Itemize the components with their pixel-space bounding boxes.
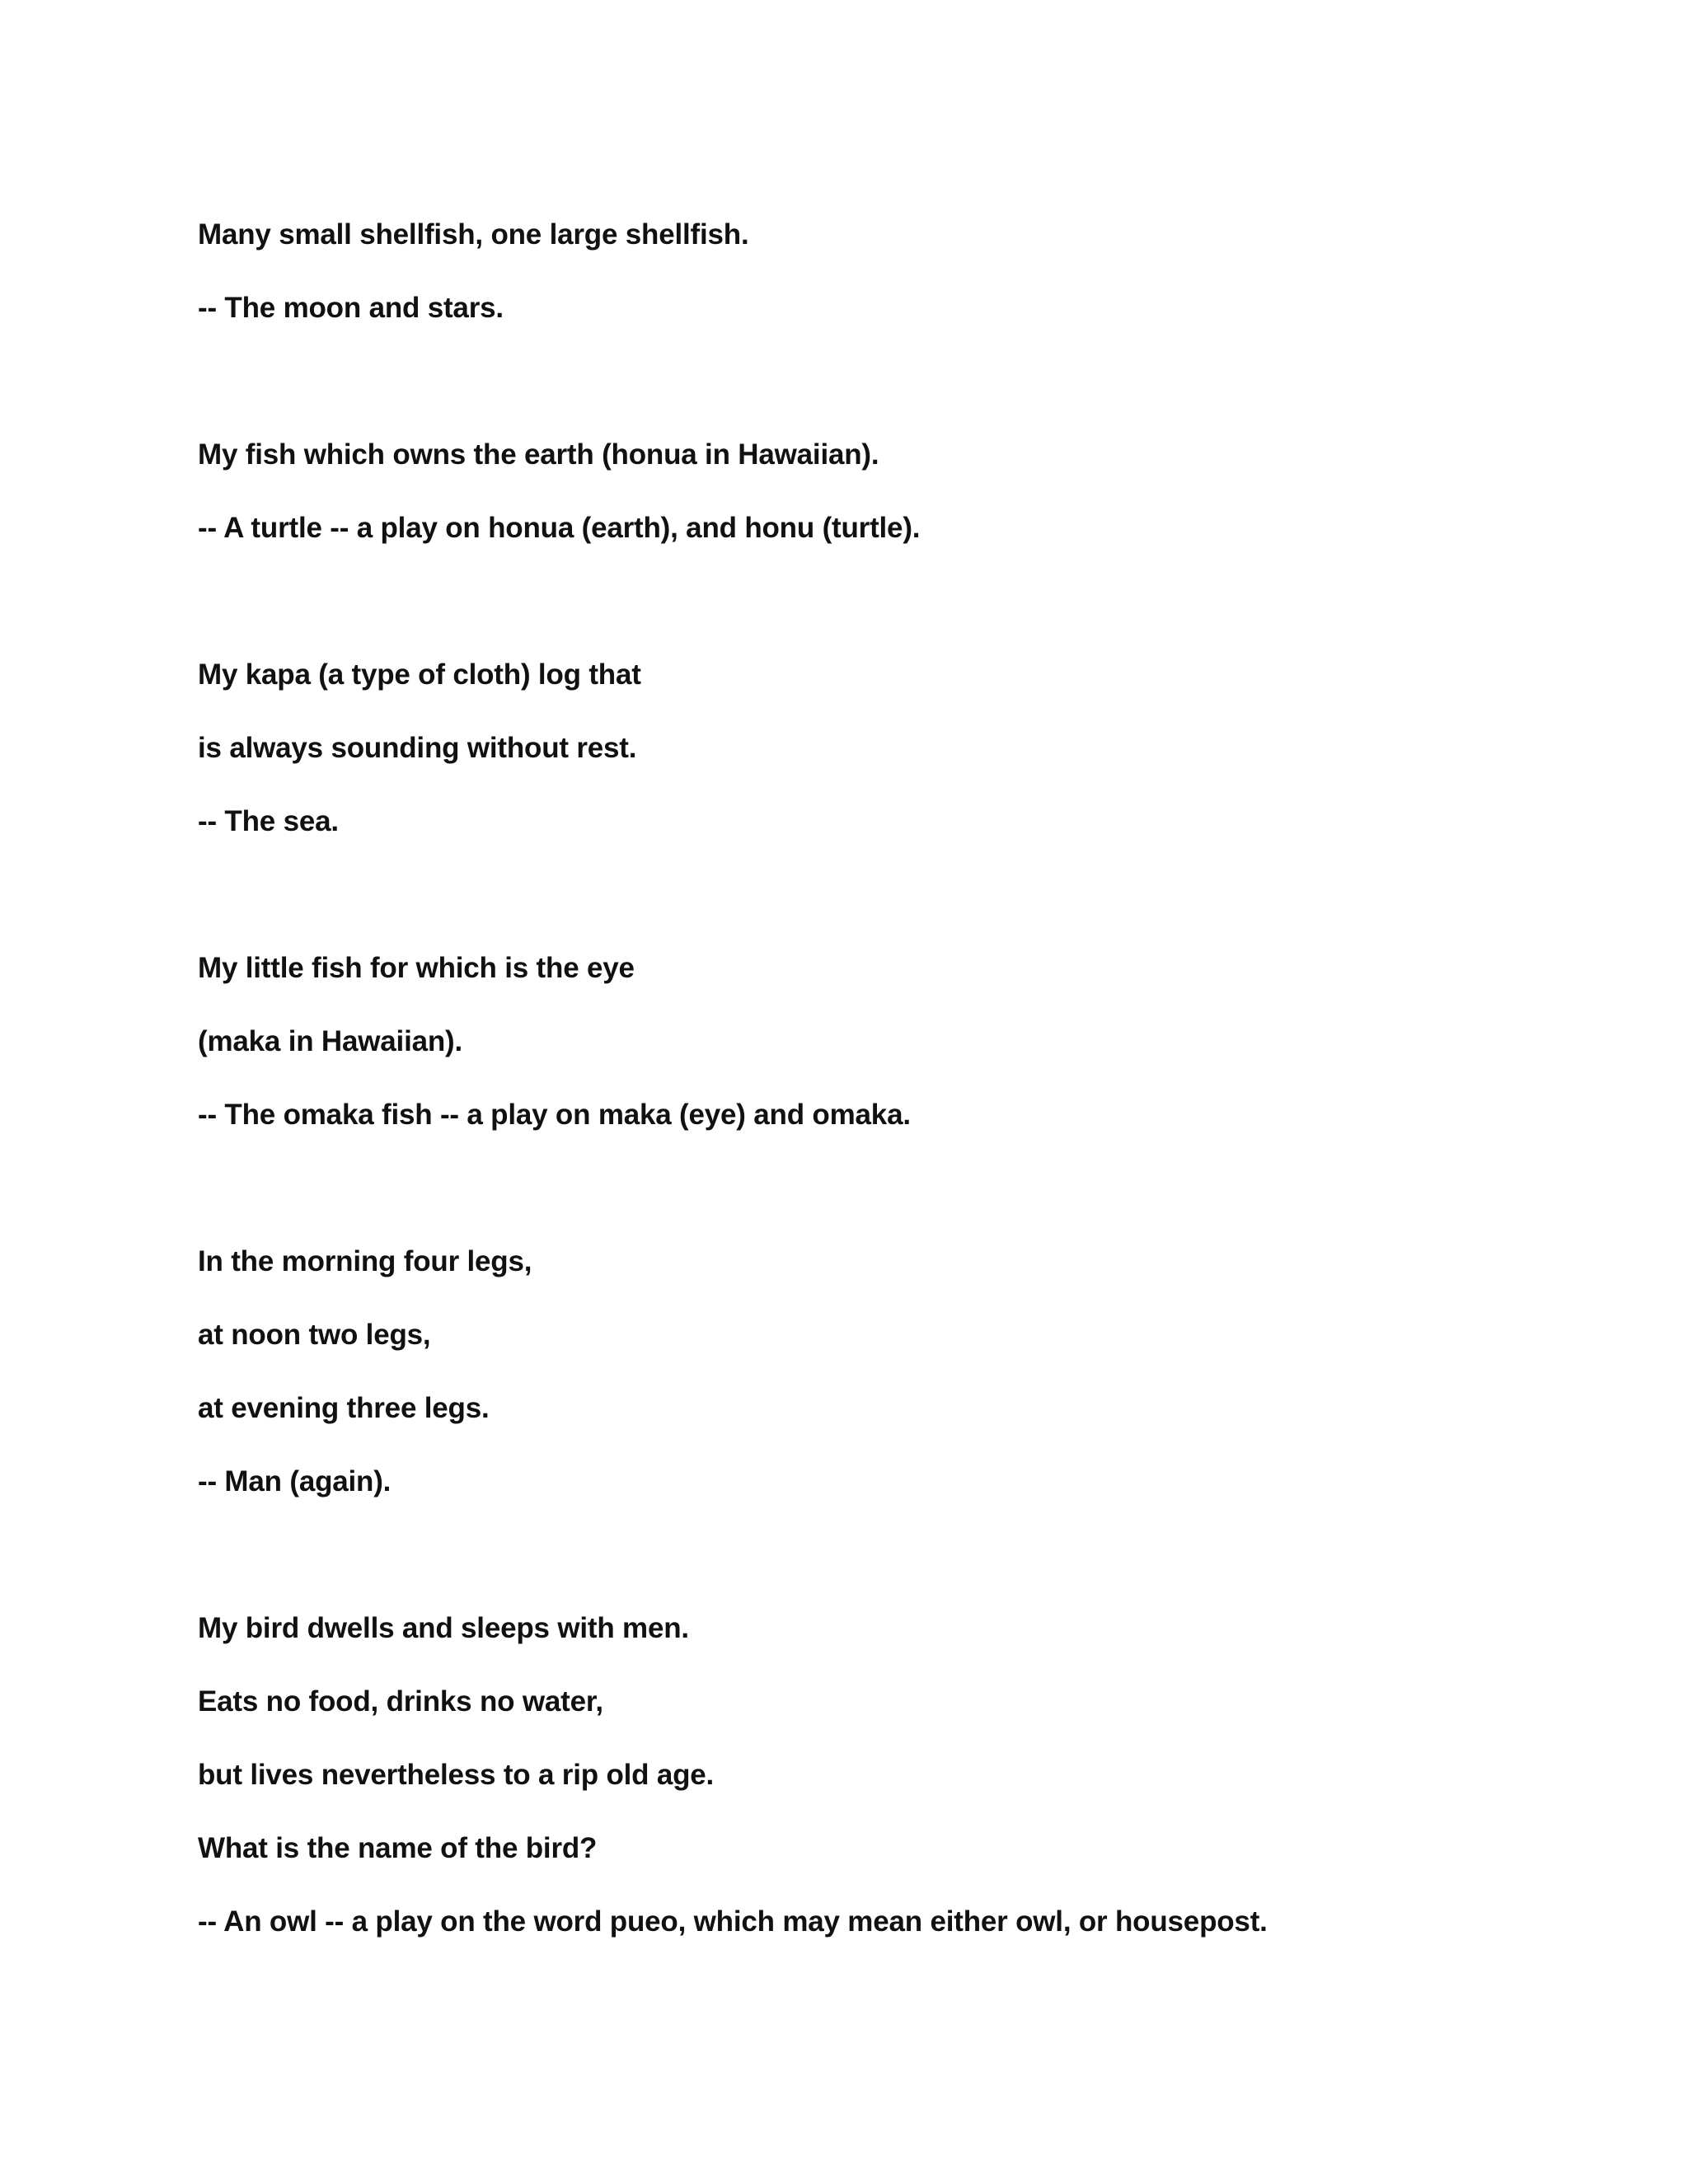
riddle-answer: -- An owl -- a play on the word pueo, which may mean either owl, or housepost. bbox=[198, 1905, 1268, 1938]
riddle-list bbox=[198, 198, 1615, 1958]
riddle-answer: -- The moon and stars. bbox=[198, 292, 504, 324]
riddle-line: Many small shellfish, one large shellfish. bbox=[198, 218, 749, 251]
riddle-turtle bbox=[198, 418, 1615, 565]
riddle-moon-and-stars bbox=[198, 198, 1615, 344]
riddle-answer: -- The sea. bbox=[198, 805, 339, 837]
riddle-omaka-fish bbox=[198, 931, 1615, 1151]
riddle-line: at noon two legs, bbox=[198, 1319, 431, 1351]
riddle-line: In the morning four legs, bbox=[198, 1245, 532, 1277]
riddle-line: is always sounding without rest. bbox=[198, 732, 637, 764]
riddle-line: Eats no food, drinks no water, bbox=[198, 1685, 603, 1718]
riddle-line: My fish which owns the earth (honua in Hawaiian). bbox=[198, 438, 879, 471]
riddle-answer: -- A turtle -- a play on honua (earth), and honu (turtle). bbox=[198, 512, 921, 544]
riddle-man bbox=[198, 1225, 1615, 1518]
riddle-answer: -- Man (again). bbox=[198, 1465, 392, 1497]
riddle-answer: -- The omaka fish -- a play on maka (eye) and omaka. bbox=[198, 1099, 911, 1131]
riddle-line: My bird dwells and sleeps with men. bbox=[198, 1612, 689, 1644]
riddle-line: at evening three legs. bbox=[198, 1392, 490, 1424]
riddle-line: My little fish for which is the eye bbox=[198, 952, 635, 984]
riddle-line: but lives nevertheless to a rip old age. bbox=[198, 1759, 715, 1791]
riddle-line: (maka in Hawaiian). bbox=[198, 1025, 463, 1057]
riddle-line: What is the name of the bird? bbox=[198, 1832, 598, 1864]
riddle-owl bbox=[198, 1591, 1615, 1958]
riddle-line: My kapa (a type of cloth) log that bbox=[198, 658, 641, 691]
riddle-sea bbox=[198, 638, 1615, 858]
